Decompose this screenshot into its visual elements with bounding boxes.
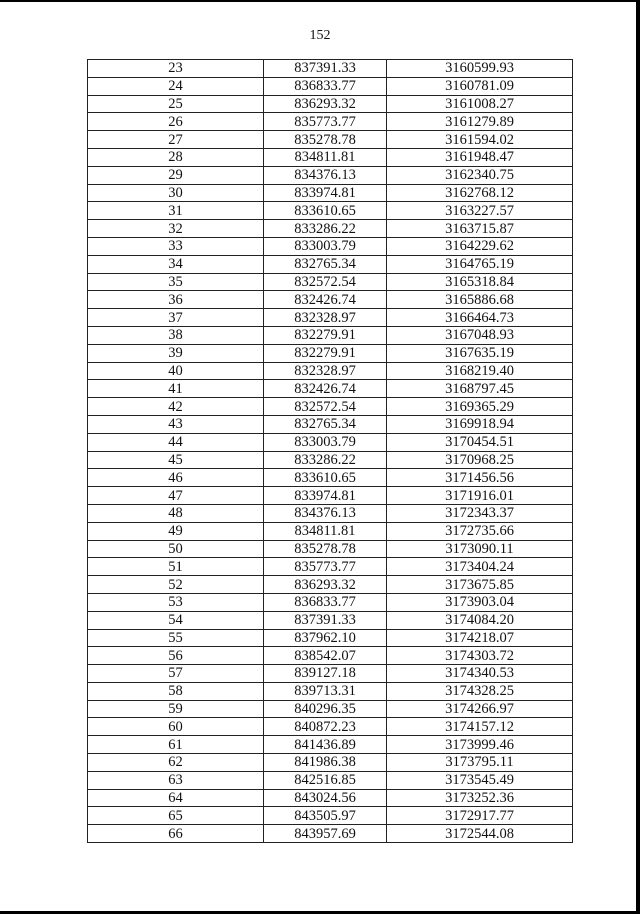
x-coordinate-cell: 838542.07	[264, 647, 387, 665]
x-coordinate-cell: 837391.33	[264, 60, 387, 78]
point-number-cell: 53	[88, 593, 264, 611]
point-number-cell: 28	[88, 148, 264, 166]
table-row	[88, 611, 573, 629]
table-row	[88, 131, 573, 149]
y-coordinate-cell: 3174157.12	[387, 718, 573, 736]
scan-border-top	[0, 0, 640, 2]
x-coordinate-cell: 841436.89	[264, 736, 387, 754]
x-coordinate-cell: 833610.65	[264, 202, 387, 220]
y-coordinate-cell: 3173252.36	[387, 789, 573, 807]
table-row	[88, 629, 573, 647]
table-row	[88, 166, 573, 184]
x-coordinate-cell: 843957.69	[264, 825, 387, 843]
y-coordinate-cell: 3173090.11	[387, 540, 573, 558]
x-coordinate-cell: 833003.79	[264, 237, 387, 255]
y-coordinate-cell: 3163715.87	[387, 220, 573, 238]
x-coordinate-cell: 833974.81	[264, 487, 387, 505]
table-row	[88, 504, 573, 522]
y-coordinate-cell: 3167635.19	[387, 344, 573, 362]
point-number-cell: 61	[88, 736, 264, 754]
point-number-cell: 66	[88, 825, 264, 843]
x-coordinate-cell: 836833.77	[264, 77, 387, 95]
point-number-cell: 41	[88, 380, 264, 398]
point-number-cell: 56	[88, 647, 264, 665]
table-row	[88, 309, 573, 327]
table-row	[88, 576, 573, 594]
x-coordinate-cell: 835773.77	[264, 113, 387, 131]
point-number-cell: 25	[88, 95, 264, 113]
point-number-cell: 55	[88, 629, 264, 647]
y-coordinate-cell: 3174303.72	[387, 647, 573, 665]
page-number: 152	[309, 28, 331, 43]
y-coordinate-cell: 3168797.45	[387, 380, 573, 398]
table-row	[88, 558, 573, 576]
table-row	[88, 380, 573, 398]
x-coordinate-cell: 833286.22	[264, 451, 387, 469]
x-coordinate-cell: 834811.81	[264, 522, 387, 540]
table-row	[88, 184, 573, 202]
x-coordinate-cell: 833003.79	[264, 433, 387, 451]
table-row	[88, 700, 573, 718]
y-coordinate-cell: 3161948.47	[387, 148, 573, 166]
table-row	[88, 344, 573, 362]
x-coordinate-cell: 832572.54	[264, 273, 387, 291]
y-coordinate-cell: 3169918.94	[387, 415, 573, 433]
table-row	[88, 487, 573, 505]
point-number-cell: 65	[88, 807, 264, 825]
point-number-cell: 34	[88, 255, 264, 273]
table-row	[88, 113, 573, 131]
y-coordinate-cell: 3165886.68	[387, 291, 573, 309]
x-coordinate-cell: 834376.13	[264, 166, 387, 184]
x-coordinate-cell: 833610.65	[264, 469, 387, 487]
table-row	[88, 754, 573, 772]
y-coordinate-cell: 3173404.24	[387, 558, 573, 576]
point-number-cell: 49	[88, 522, 264, 540]
y-coordinate-cell: 3172343.37	[387, 504, 573, 522]
point-number-cell: 37	[88, 309, 264, 327]
point-number-cell: 60	[88, 718, 264, 736]
x-coordinate-cell: 836293.32	[264, 95, 387, 113]
y-coordinate-cell: 3174218.07	[387, 629, 573, 647]
point-number-cell: 44	[88, 433, 264, 451]
y-coordinate-cell: 3170454.51	[387, 433, 573, 451]
table-row	[88, 398, 573, 416]
point-number-cell: 32	[88, 220, 264, 238]
table-row	[88, 718, 573, 736]
x-coordinate-cell: 832572.54	[264, 398, 387, 416]
point-number-cell: 31	[88, 202, 264, 220]
x-coordinate-cell: 832279.91	[264, 344, 387, 362]
x-coordinate-cell: 843024.56	[264, 789, 387, 807]
x-coordinate-cell: 840872.23	[264, 718, 387, 736]
x-coordinate-cell: 839127.18	[264, 665, 387, 683]
x-coordinate-cell: 835773.77	[264, 558, 387, 576]
point-number-cell: 50	[88, 540, 264, 558]
y-coordinate-cell: 3173999.46	[387, 736, 573, 754]
scan-border-right	[636, 0, 640, 914]
x-coordinate-cell: 832426.74	[264, 380, 387, 398]
point-number-cell: 54	[88, 611, 264, 629]
point-number-cell: 62	[88, 754, 264, 772]
point-number-cell: 30	[88, 184, 264, 202]
x-coordinate-cell: 836833.77	[264, 593, 387, 611]
x-coordinate-cell: 835278.78	[264, 540, 387, 558]
table-row	[88, 451, 573, 469]
x-coordinate-cell: 833974.81	[264, 184, 387, 202]
y-coordinate-cell: 3174084.20	[387, 611, 573, 629]
y-coordinate-cell: 3170968.25	[387, 451, 573, 469]
y-coordinate-cell: 3162340.75	[387, 166, 573, 184]
point-number-cell: 42	[88, 398, 264, 416]
table-row	[88, 540, 573, 558]
x-coordinate-cell: 832426.74	[264, 291, 387, 309]
point-number-cell: 45	[88, 451, 264, 469]
point-number-cell: 46	[88, 469, 264, 487]
y-coordinate-cell: 3167048.93	[387, 326, 573, 344]
y-coordinate-cell: 3172917.77	[387, 807, 573, 825]
x-coordinate-cell: 834811.81	[264, 148, 387, 166]
table-row	[88, 326, 573, 344]
table-row	[88, 237, 573, 255]
y-coordinate-cell: 3161594.02	[387, 131, 573, 149]
x-coordinate-cell: 843505.97	[264, 807, 387, 825]
table-row	[88, 736, 573, 754]
table-row	[88, 415, 573, 433]
point-number-cell: 47	[88, 487, 264, 505]
point-number-cell: 59	[88, 700, 264, 718]
point-number-cell: 33	[88, 237, 264, 255]
point-number-cell: 38	[88, 326, 264, 344]
point-number-cell: 40	[88, 362, 264, 380]
table-row	[88, 255, 573, 273]
y-coordinate-cell: 3171916.01	[387, 487, 573, 505]
point-number-cell: 39	[88, 344, 264, 362]
table-row	[88, 433, 573, 451]
table-row	[88, 273, 573, 291]
table-row	[88, 95, 573, 113]
point-number-cell: 43	[88, 415, 264, 433]
x-coordinate-cell: 832328.97	[264, 362, 387, 380]
y-coordinate-cell: 3164229.62	[387, 237, 573, 255]
x-coordinate-cell: 833286.22	[264, 220, 387, 238]
y-coordinate-cell: 3161279.89	[387, 113, 573, 131]
point-number-cell: 23	[88, 60, 264, 78]
x-coordinate-cell: 832279.91	[264, 326, 387, 344]
table-row	[88, 148, 573, 166]
table-row	[88, 807, 573, 825]
y-coordinate-cell: 3173795.11	[387, 754, 573, 772]
point-number-cell: 51	[88, 558, 264, 576]
y-coordinate-cell: 3172544.08	[387, 825, 573, 843]
y-coordinate-cell: 3160599.93	[387, 60, 573, 78]
x-coordinate-cell: 839713.31	[264, 682, 387, 700]
point-number-cell: 48	[88, 504, 264, 522]
point-number-cell: 24	[88, 77, 264, 95]
y-coordinate-cell: 3173545.49	[387, 771, 573, 789]
y-coordinate-cell: 3172735.66	[387, 522, 573, 540]
point-number-cell: 52	[88, 576, 264, 594]
table-row	[88, 291, 573, 309]
point-number-cell: 27	[88, 131, 264, 149]
y-coordinate-cell: 3165318.84	[387, 273, 573, 291]
table-row	[88, 665, 573, 683]
point-number-cell: 26	[88, 113, 264, 131]
y-coordinate-cell: 3163227.57	[387, 202, 573, 220]
y-coordinate-cell: 3166464.73	[387, 309, 573, 327]
table-row	[88, 77, 573, 95]
point-number-cell: 64	[88, 789, 264, 807]
x-coordinate-cell: 837962.10	[264, 629, 387, 647]
table-row	[88, 469, 573, 487]
table-row	[88, 362, 573, 380]
y-coordinate-cell: 3174266.97	[387, 700, 573, 718]
point-number-cell: 58	[88, 682, 264, 700]
y-coordinate-cell: 3162768.12	[387, 184, 573, 202]
table-row	[88, 682, 573, 700]
x-coordinate-cell: 832328.97	[264, 309, 387, 327]
table-row	[88, 789, 573, 807]
x-coordinate-cell: 832765.34	[264, 255, 387, 273]
y-coordinate-cell: 3173675.85	[387, 576, 573, 594]
coordinate-table-body	[88, 60, 573, 843]
table-row	[88, 60, 573, 78]
point-number-cell: 35	[88, 273, 264, 291]
x-coordinate-cell: 832765.34	[264, 415, 387, 433]
y-coordinate-cell: 3174328.25	[387, 682, 573, 700]
y-coordinate-cell: 3171456.56	[387, 469, 573, 487]
x-coordinate-cell: 834376.13	[264, 504, 387, 522]
point-number-cell: 57	[88, 665, 264, 683]
x-coordinate-cell: 842516.85	[264, 771, 387, 789]
point-number-cell: 36	[88, 291, 264, 309]
point-number-cell: 63	[88, 771, 264, 789]
table-row	[88, 825, 573, 843]
table-row	[88, 771, 573, 789]
table-row	[88, 593, 573, 611]
x-coordinate-cell: 836293.32	[264, 576, 387, 594]
table-row	[88, 202, 573, 220]
table-row	[88, 220, 573, 238]
x-coordinate-cell: 837391.33	[264, 611, 387, 629]
coordinate-table	[87, 59, 573, 843]
x-coordinate-cell: 835278.78	[264, 131, 387, 149]
table-row	[88, 647, 573, 665]
y-coordinate-cell: 3164765.19	[387, 255, 573, 273]
y-coordinate-cell: 3169365.29	[387, 398, 573, 416]
y-coordinate-cell: 3174340.53	[387, 665, 573, 683]
x-coordinate-cell: 840296.35	[264, 700, 387, 718]
y-coordinate-cell: 3168219.40	[387, 362, 573, 380]
x-coordinate-cell: 841986.38	[264, 754, 387, 772]
table-row	[88, 522, 573, 540]
point-number-cell: 29	[88, 166, 264, 184]
y-coordinate-cell: 3161008.27	[387, 95, 573, 113]
y-coordinate-cell: 3173903.04	[387, 593, 573, 611]
y-coordinate-cell: 3160781.09	[387, 77, 573, 95]
